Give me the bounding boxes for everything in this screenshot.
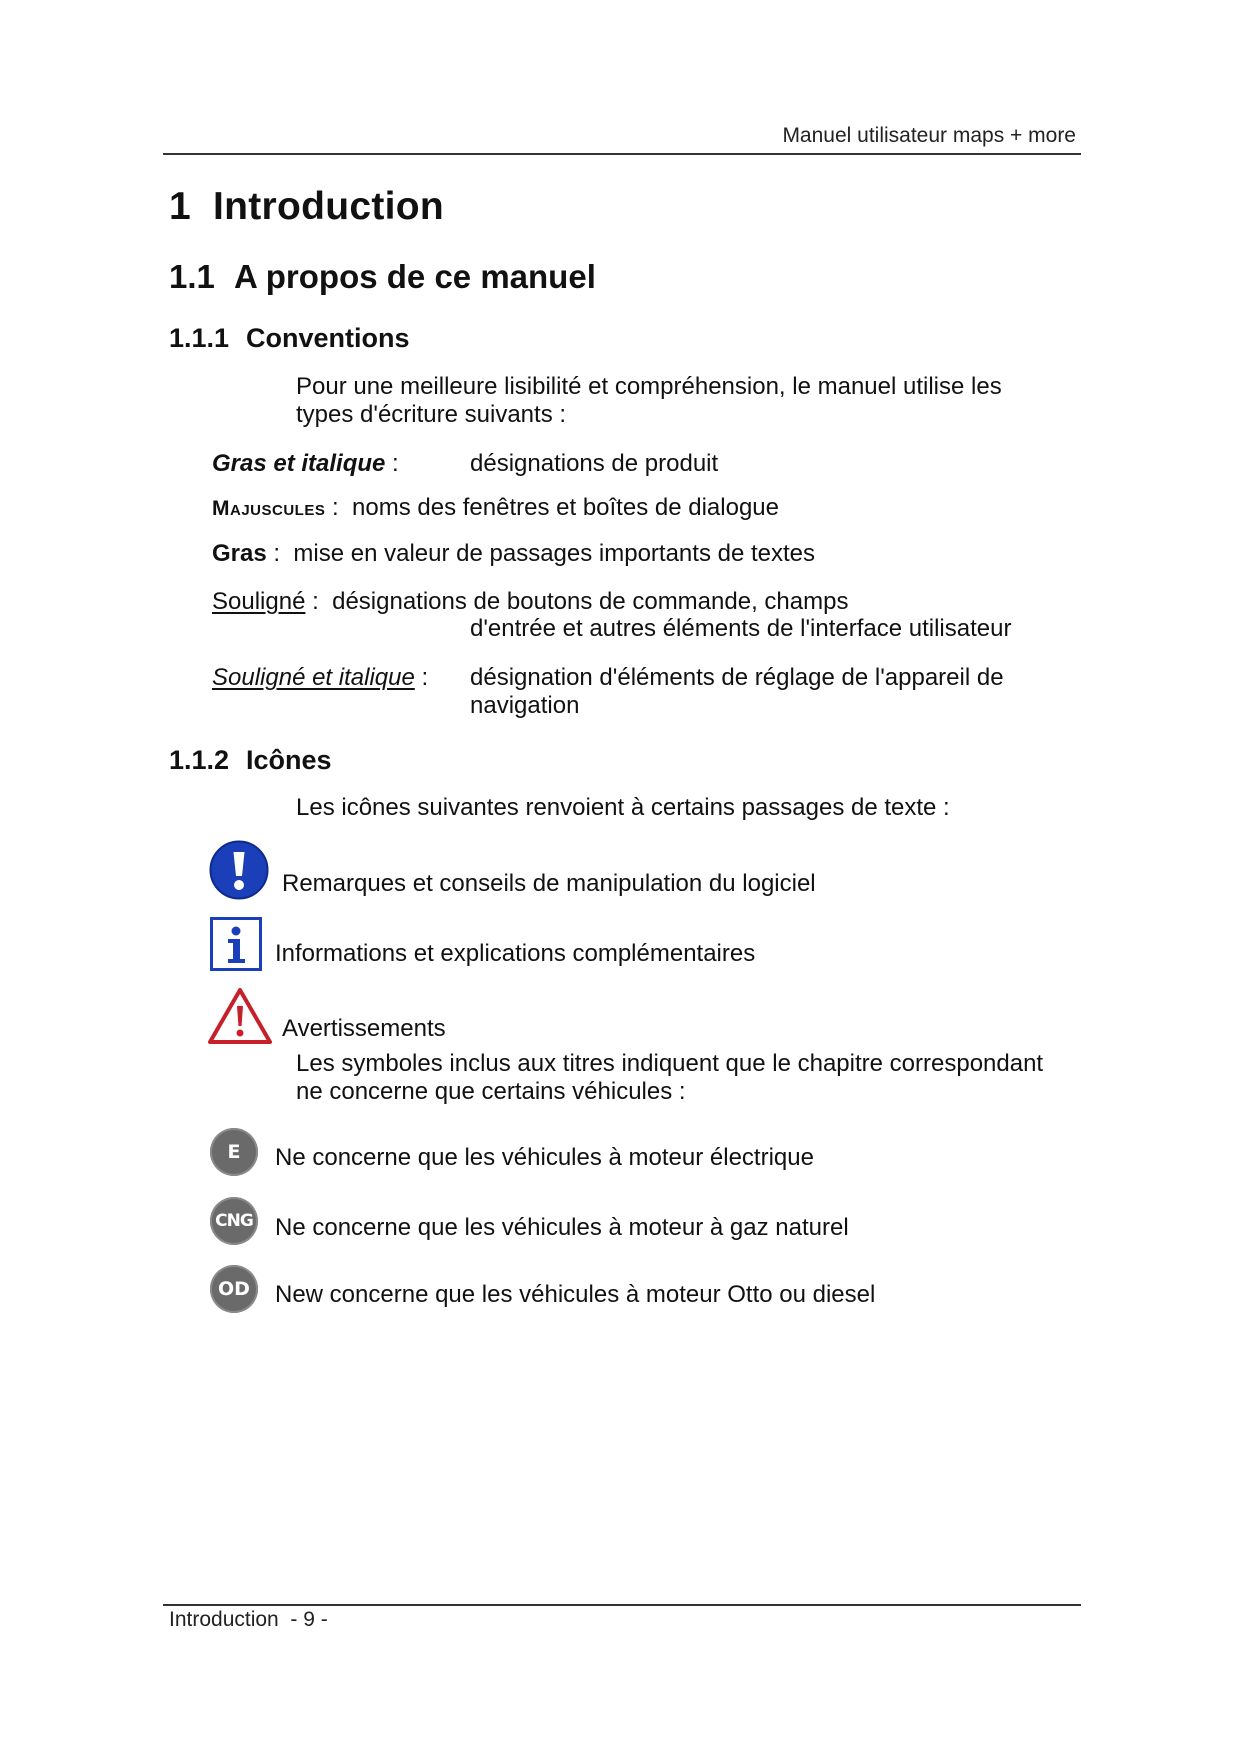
chapter-title: Introduction bbox=[213, 185, 445, 228]
section-number: 1.1 bbox=[169, 258, 215, 295]
icons-number: 1.1.2 bbox=[169, 745, 230, 775]
term-separator: : bbox=[305, 588, 319, 615]
term-bold: Gras bbox=[212, 540, 267, 567]
page-number: - 9 - bbox=[290, 1608, 328, 1631]
term-small-caps: Majuscules bbox=[212, 497, 326, 520]
conventions-title: Conventions bbox=[246, 323, 410, 353]
electric-vehicle-icon: E bbox=[210, 1128, 258, 1176]
warning-icon bbox=[208, 987, 272, 1045]
header-rule bbox=[163, 153, 1081, 155]
convention-desc: désignations de produit bbox=[470, 450, 719, 477]
chapter-number: 1 bbox=[169, 185, 191, 228]
running-header: Manuel utilisateur maps + more bbox=[782, 124, 1076, 147]
intro-line: Les symboles inclus aux titres indiquent que le chapitre correspondant bbox=[296, 1050, 1044, 1077]
conventions-intro bbox=[296, 373, 1002, 429]
convention-term bbox=[212, 664, 428, 692]
intro-line: ne concerne que certains véhicules : bbox=[296, 1078, 686, 1105]
term-bold-italic: Gras et italique bbox=[212, 450, 386, 477]
term-underline-italic: Souligné et italique bbox=[212, 664, 415, 691]
term-separator: : bbox=[325, 494, 339, 521]
convention-desc: mise en valeur de passages importants de textes bbox=[293, 540, 816, 567]
convention-row bbox=[212, 588, 848, 616]
vehicle-intro bbox=[296, 1050, 1043, 1106]
desc-line: désignation d'éléments de réglage de l'appareil de bbox=[470, 664, 1004, 691]
otto-diesel-vehicle-icon: OD bbox=[210, 1265, 258, 1313]
vehicle-desc: Ne concerne que les véhicules à moteur à gaz naturel bbox=[275, 1214, 849, 1241]
desc-line: navigation bbox=[470, 692, 580, 719]
convention-desc bbox=[470, 664, 1004, 720]
cng-vehicle-icon: CNG bbox=[210, 1197, 258, 1245]
icons-heading bbox=[169, 745, 332, 776]
running-footer bbox=[169, 1608, 328, 1632]
convention-desc-cont: d'entrée et autres éléments de l'interface utilisateur bbox=[470, 615, 1012, 642]
icon-desc: Informations et explications complémentaires bbox=[275, 940, 756, 967]
icons-title: Icônes bbox=[246, 745, 332, 775]
icons-intro: Les icônes suivantes renvoient à certains passages de texte : bbox=[296, 794, 950, 821]
vehicle-desc: New concerne que les véhicules à moteur Otto ou diesel bbox=[275, 1281, 876, 1308]
convention-row bbox=[212, 494, 779, 523]
section-title: A propos de ce manuel bbox=[234, 258, 596, 295]
vehicle-desc: Ne concerne que les véhicules à moteur électrique bbox=[275, 1144, 814, 1171]
conventions-heading bbox=[169, 323, 410, 354]
exclamation-icon bbox=[209, 840, 269, 900]
term-separator: : bbox=[266, 540, 281, 567]
intro-line: Pour une meilleure lisibilité et compréhension, le manuel utilise les bbox=[296, 373, 1002, 400]
chapter-heading bbox=[169, 185, 444, 229]
term-separator: : bbox=[385, 450, 399, 477]
footer-section: Introduction bbox=[169, 1608, 279, 1631]
icon-desc: Avertissements bbox=[282, 1015, 446, 1042]
section-heading bbox=[169, 258, 596, 296]
intro-line: types d'écriture suivants : bbox=[296, 401, 567, 428]
info-icon bbox=[210, 917, 262, 971]
footer-rule bbox=[163, 1604, 1081, 1606]
term-underline: Souligné bbox=[212, 588, 306, 615]
convention-row bbox=[212, 540, 815, 568]
icon-desc: Remarques et conseils de manipulation du logiciel bbox=[282, 870, 816, 897]
convention-desc: noms des fenêtres et boîtes de dialogue bbox=[352, 494, 779, 521]
term-separator: : bbox=[414, 664, 429, 691]
convention-term bbox=[212, 450, 399, 478]
conventions-number: 1.1.1 bbox=[169, 323, 230, 353]
convention-desc: désignations de boutons de commande, champs bbox=[332, 588, 849, 615]
